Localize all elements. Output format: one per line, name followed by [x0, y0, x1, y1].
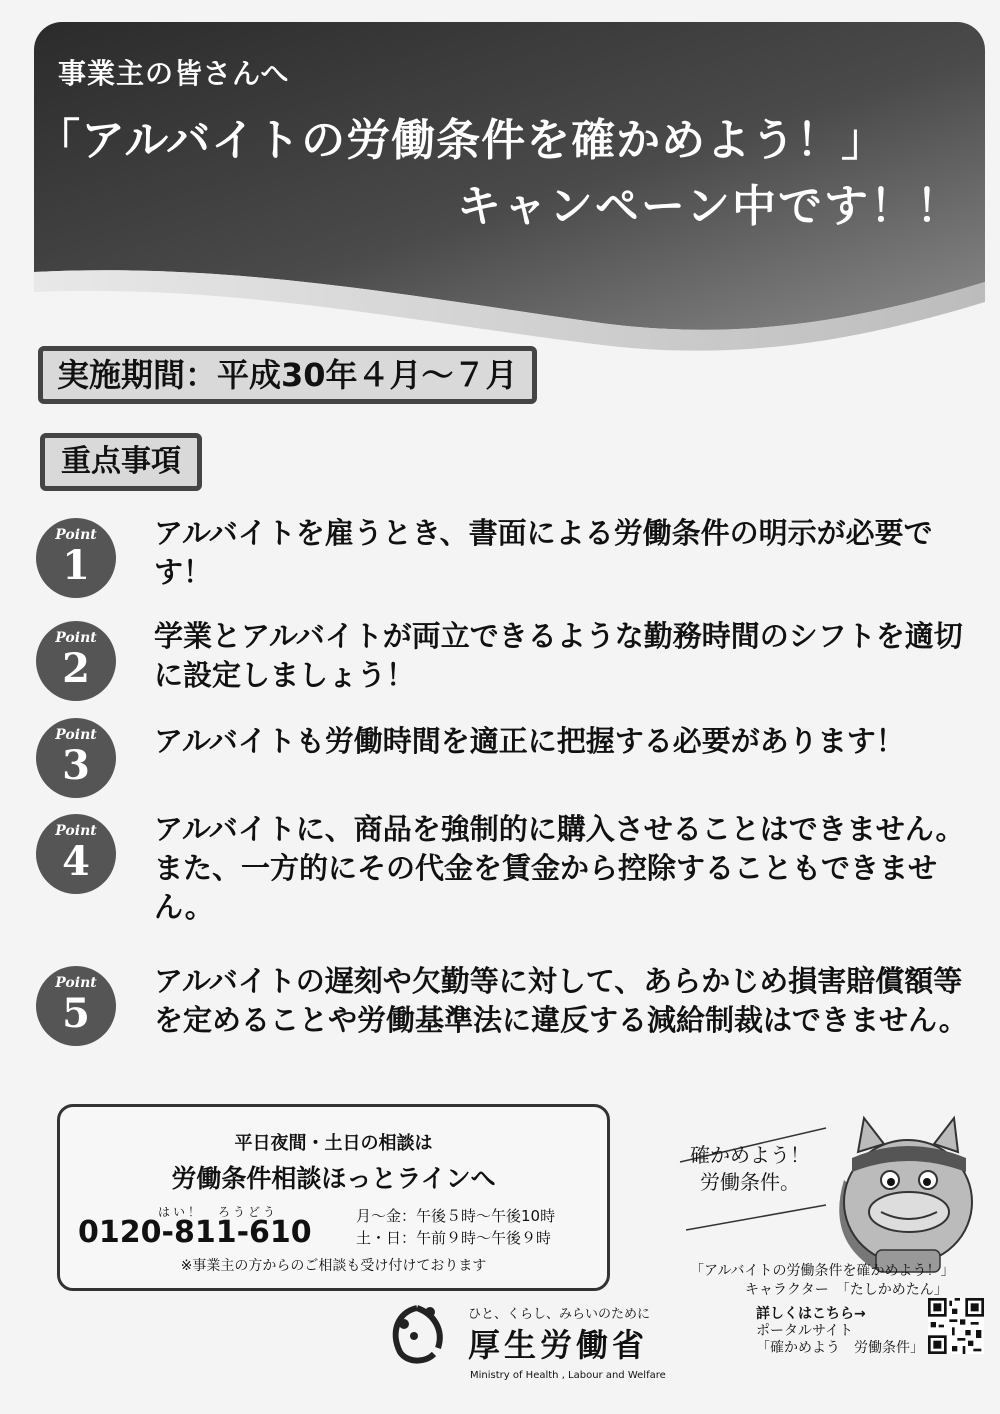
point-badge: [36, 718, 116, 798]
hotline-name: 労働条件相談ほっとラインへ: [171, 1164, 496, 1193]
focus-heading: 重点事項: [40, 433, 202, 491]
portal-site-label: ポータルサイト: [756, 1323, 854, 1339]
bubble-line-1: 確かめよう！: [690, 1143, 810, 1167]
portal-site-info[interactable]: [756, 1306, 924, 1357]
portal-more-info: 詳しくはこちら→: [756, 1306, 866, 1322]
point-number: 5: [62, 990, 90, 1037]
hotline-note: ※事業主の方からのご相談も受け付けております: [180, 1258, 487, 1274]
point-label: Point: [55, 630, 97, 646]
hotline-intro: 平日夜間・土日の相談は: [234, 1133, 433, 1154]
point-number: 2: [62, 645, 90, 692]
point-number: 3: [62, 742, 90, 789]
point-label: Point: [55, 527, 97, 543]
qr-code-icon[interactable]: [928, 1298, 984, 1354]
point-text: アルバイトも労働時間を適正に把握する必要があります！: [154, 724, 905, 758]
point-text: アルバイトの遅刻や欠勤等に対して、あらかじめ損害賠償額等を定めることや労働基準法に違反する減給制裁はできません。: [154, 964, 968, 1037]
bubble-line-2: 労働条件。: [700, 1170, 800, 1194]
ministry-name-english: Ministry of Health , Labour and Welfare: [470, 1370, 666, 1381]
mascot-character-name: キャラクター 「たしかめたん」: [745, 1282, 948, 1298]
point-label: Point: [55, 727, 97, 743]
campaign-subtitle: キャンペーン中です！！: [456, 181, 962, 232]
addressee: 事業主の皆さんへ: [58, 57, 290, 90]
hours-weekday: 月～金：午後５時～午後10時: [356, 1207, 556, 1225]
point-badge: [36, 621, 116, 701]
ministry-logo-icon: [384, 1302, 450, 1368]
ministry-tagline: ひと、くらし、みらいのために: [468, 1307, 651, 1322]
point-text: アルバイトを雇うとき、書面による労働条件の明示が必要です！: [154, 516, 933, 589]
ministry-name: 厚生労働省: [468, 1326, 649, 1364]
hours-weekend: 土・日：午前９時～午後９時: [356, 1229, 552, 1247]
point-label: Point: [55, 975, 97, 991]
hotline-phone-number[interactable]: 0120-811-610: [78, 1215, 312, 1250]
hotline-box: [57, 1104, 610, 1291]
point-number: 1: [62, 542, 90, 589]
point-badge: [36, 814, 116, 894]
point-text: 学業とアルバイトが両立できるような勤務時間のシフトを適切に設定しましょう！: [154, 619, 963, 692]
point-label: Point: [55, 823, 97, 839]
phone-ruby: はい！ ろうどう: [158, 1205, 279, 1219]
portal-site-name: 「確かめよう 労働条件」: [756, 1340, 924, 1356]
point-text: アルバイトに、商品を強制的に購入させることはできません。また、一方的にその代金を賃金から控除することもできません。: [154, 812, 965, 924]
point-number: 4: [62, 838, 90, 885]
campaign-title: 「アルバイトの労働条件を確かめよう！」: [36, 115, 887, 166]
mascot-speech-bubble: [690, 1142, 810, 1196]
implementation-period: 実施期間：平成30年４月～７月: [38, 346, 537, 404]
mascot-caption: 「アルバイトの労働条件を確かめよう！」: [690, 1263, 955, 1279]
point-badge: [36, 518, 116, 598]
point-badge: [36, 966, 116, 1046]
